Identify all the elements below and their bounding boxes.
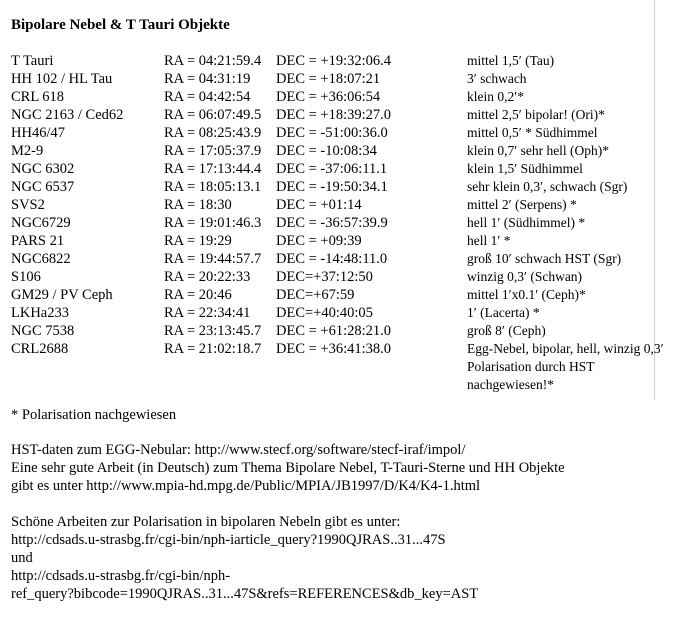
object-dec: DEC = +36:06:54	[276, 89, 381, 105]
object-ra: RA = 23:13:45.7	[164, 323, 262, 339]
object-name: PARS 21	[11, 233, 65, 249]
object-dec: DEC = -10:08:34	[276, 143, 377, 159]
object-ra: RA = 21:02:18.7	[164, 341, 262, 357]
object-dec: DEC = +61:28:21.0	[276, 323, 392, 339]
object-note: winzig 0,3′ (Schwan)	[467, 269, 583, 284]
text-line: Eine sehr gute Arbeit (in Deutsch) zum Thema Bipolare Nebel, T-Tauri-Sterne und HH Objekte	[11, 460, 565, 476]
object-note: mittel 2′ (Serpens) *	[467, 197, 577, 212]
object-ra: RA = 08:25:43.9	[164, 125, 262, 141]
table-row	[11, 70, 661, 88]
table-row	[11, 196, 661, 214]
object-dec: DEC = +09:39	[276, 233, 362, 249]
object-name: NGC6729	[11, 215, 71, 231]
object-name: M2-9	[11, 143, 44, 159]
object-name: NGC6822	[11, 251, 71, 267]
object-name: NGC 6302	[11, 161, 75, 177]
object-name: SVS2	[11, 197, 45, 213]
object-note: 3′ schwach	[467, 71, 527, 86]
object-ra: RA = 18:30	[164, 197, 232, 213]
object-dec: DEC = +01:14	[276, 197, 362, 213]
object-dec: DEC=+37:12:50	[276, 269, 373, 285]
text-line: Schöne Arbeiten zur Polarisation in bipolaren Nebeln gibt es unter:	[11, 514, 401, 530]
links-block-polarisation	[11, 513, 661, 603]
object-name: CRL2688	[11, 341, 69, 357]
table-row	[11, 322, 661, 340]
object-dec: DEC = -51:00:36.0	[276, 125, 388, 141]
object-ra: RA = 20:46	[164, 287, 232, 303]
object-note: klein 1,5′ Südhimmel	[467, 161, 583, 176]
object-dec: DEC = +18:07:21	[276, 71, 381, 87]
table-row	[11, 250, 661, 268]
text-line: und	[11, 550, 33, 566]
table-row	[11, 286, 661, 304]
table-row	[11, 214, 661, 232]
object-name: LKHa233	[11, 305, 69, 321]
object-name: S106	[11, 269, 41, 285]
object-ra: RA = 17:05:37.9	[164, 143, 262, 159]
text-line: http://cdsads.u-strasbg.fr/cgi-bin/nph-iarticle_query?1990QJRAS..31...47S	[11, 532, 446, 548]
footnote: * Polarisation nachgewiesen	[11, 407, 177, 423]
object-name: NGC 6537	[11, 179, 75, 195]
object-ra: RA = 06:07:49.5	[164, 107, 262, 123]
object-ra: RA = 18:05:13.1	[164, 179, 262, 195]
object-name: CRL 618	[11, 89, 65, 105]
table-row	[11, 106, 661, 124]
object-ra: RA = 04:42:54	[164, 89, 251, 105]
text-line: http://cdsads.u-strasbg.fr/cgi-bin/nph-	[11, 568, 231, 584]
table-row	[11, 304, 661, 322]
object-ra: RA = 17:13:44.4	[164, 161, 262, 177]
object-name: HH 102 / HL Tau	[11, 71, 113, 87]
object-name: NGC 7538	[11, 323, 75, 339]
object-note: mittel 2,5′ bipolar! (Ori)*	[467, 107, 605, 122]
object-dec: DEC = +19:32:06.4	[276, 53, 392, 69]
table-row	[11, 142, 661, 160]
document-page	[11, 15, 664, 603]
object-name: HH46/47	[11, 125, 65, 141]
links-block-hst	[11, 441, 661, 495]
table-row	[11, 52, 661, 70]
object-note: hell 1′ (Südhimmel) *	[467, 215, 586, 230]
object-name: GM29 / PV Ceph	[11, 287, 113, 303]
object-note: groß 10′ schwach HST (Sgr)	[467, 251, 622, 266]
text-line: gibt es unter http://www.mpia-hd.mpg.de/Public/MPIA/JB1997/D/K4/K4-1.html	[11, 478, 481, 494]
table-row	[11, 124, 661, 142]
object-table	[11, 52, 664, 394]
object-note: groß 8′ (Ceph)	[467, 323, 546, 338]
object-note: mittel 1,5′ (Tau)	[467, 53, 555, 68]
object-ra: RA = 04:21:59.4	[164, 53, 262, 69]
text-line: HST-daten zum EGG-Nebular: http://www.stecf.org/software/stecf-iraf/impol/	[11, 442, 466, 458]
object-dec: DEC = -36:57:39.9	[276, 215, 388, 231]
table-row	[11, 160, 661, 178]
object-dec: DEC = +36:41:38.0	[276, 341, 392, 357]
object-name: T Tauri	[11, 53, 54, 69]
object-ra: RA = 19:44:57.7	[164, 251, 262, 267]
object-dec: DEC = -19:50:34.1	[276, 179, 388, 195]
table-row	[11, 232, 661, 250]
object-note: sehr klein 0,3′, schwach (Sgr)	[467, 179, 628, 194]
object-dec: DEC=+40:40:05	[276, 305, 373, 321]
object-note: mittel 0,5′ * Südhimmel	[467, 125, 598, 140]
object-note: mittel 1′x0.1′ (Ceph)*	[467, 287, 586, 302]
object-ra: RA = 19:29	[164, 233, 232, 249]
table-row	[11, 268, 661, 286]
text-line: ref_query?bibcode=1990QJRAS..31...47S&refs=REFERENCES&db_key=AST	[11, 586, 479, 602]
object-note: 1′ (Lacerta) *	[467, 305, 540, 320]
object-dec: DEC = -37:06:11.1	[276, 161, 388, 177]
object-ra: RA = 20:22:33	[164, 269, 251, 285]
table-row	[11, 178, 661, 196]
object-name: NGC 2163 / Ced62	[11, 107, 124, 123]
object-dec: DEC=+67:59	[276, 287, 355, 303]
object-ra: RA = 22:34:41	[164, 305, 251, 321]
object-note: Egg-Nebel, bipolar, hell, winzig 0,3′ Polarisation durch HST nachgewiesen!*	[467, 341, 664, 392]
object-note: klein 0,7′ sehr hell (Oph)*	[467, 143, 610, 158]
object-dec: DEC = -14:48:11.0	[276, 251, 388, 267]
object-note: hell 1′ *	[467, 233, 511, 248]
object-ra: RA = 04:31:19	[164, 71, 251, 87]
table-row	[11, 88, 661, 106]
document-title: Bipolare Nebel & T Tauri Objekte	[11, 17, 230, 33]
object-ra: RA = 19:01:46.3	[164, 215, 262, 231]
object-dec: DEC = +18:39:27.0	[276, 107, 392, 123]
table-row	[11, 340, 664, 394]
object-note: klein 0,2′*	[467, 89, 524, 104]
